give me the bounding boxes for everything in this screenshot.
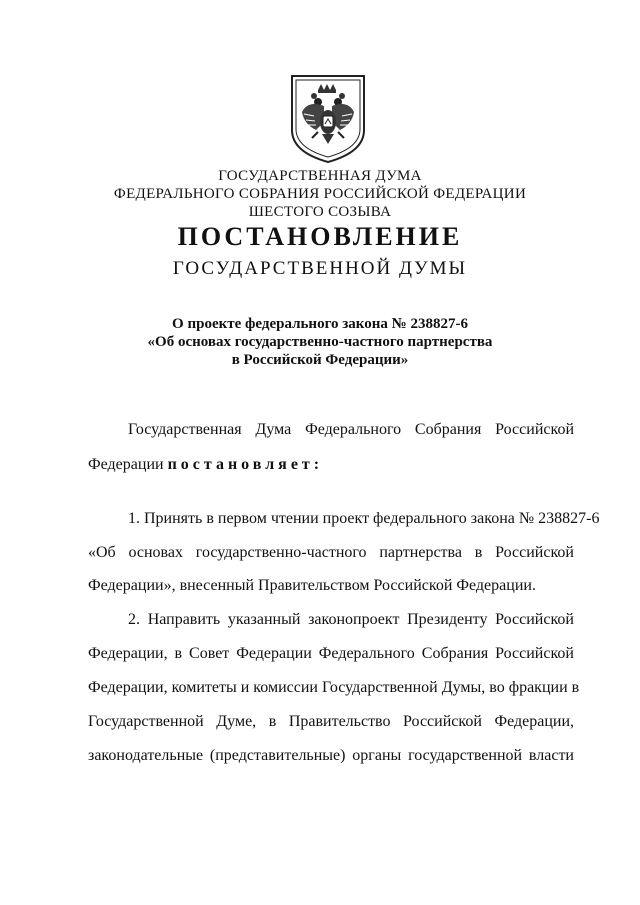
item2-line-5: законодательные (представительные) органы государственной власти <box>88 747 574 764</box>
subject-line-3: в Российской Федерации» <box>231 352 409 368</box>
decree-verb: постановляет: <box>167 456 324 473</box>
preamble-text: Федерации <box>88 456 168 473</box>
preamble-line-1: Государственная Дума Федерального Собрания Российской <box>128 421 574 438</box>
item1-line-2: «Об основах государственно-частного партнерства в Российской <box>88 544 574 561</box>
coat-of-arms-emblem <box>288 72 368 166</box>
item1-line-1: 1. Принять в первом чтении проект федерального закона № 238827-6 <box>128 510 600 527</box>
preamble-line-2 <box>88 456 574 474</box>
header-line-duma: ГОСУДАРСТВЕННАЯ ДУМА <box>218 168 422 184</box>
subject-line-1: О проекте федерального закона № 238827-6 <box>172 316 468 332</box>
header-line-convocation: ШЕСТОГО СОЗЫВА <box>248 204 392 220</box>
item2-line-3: Федерации, комитеты и комиссии Государственной Думы, во фракции в <box>88 679 580 696</box>
item1-line-3: Федерации», внесенный Правительством Российской Федерации. <box>88 577 536 594</box>
document-subtitle: ГОСУДАРСТВЕННОЙ ДУМЫ <box>172 258 468 279</box>
item2-line-1: 2. Направить указанный законопроект Президенту Российской <box>128 611 574 628</box>
header-line-federal-assembly: ФЕДЕРАЛЬНОГО СОБРАНИЯ РОССИЙСКОЙ ФЕДЕРАЦИИ <box>113 186 527 202</box>
item2-line-2: Федерации, в Совет Федерации Федерального Собрания Российской <box>88 645 574 662</box>
document-title: ПОСТАНОВЛЕНИЕ <box>177 222 463 251</box>
item2-line-4: Государственной Думе, в Правительство Российской Федерации, <box>88 713 574 730</box>
subject-line-2: «Об основах государственно-частного партнерства <box>147 334 493 350</box>
